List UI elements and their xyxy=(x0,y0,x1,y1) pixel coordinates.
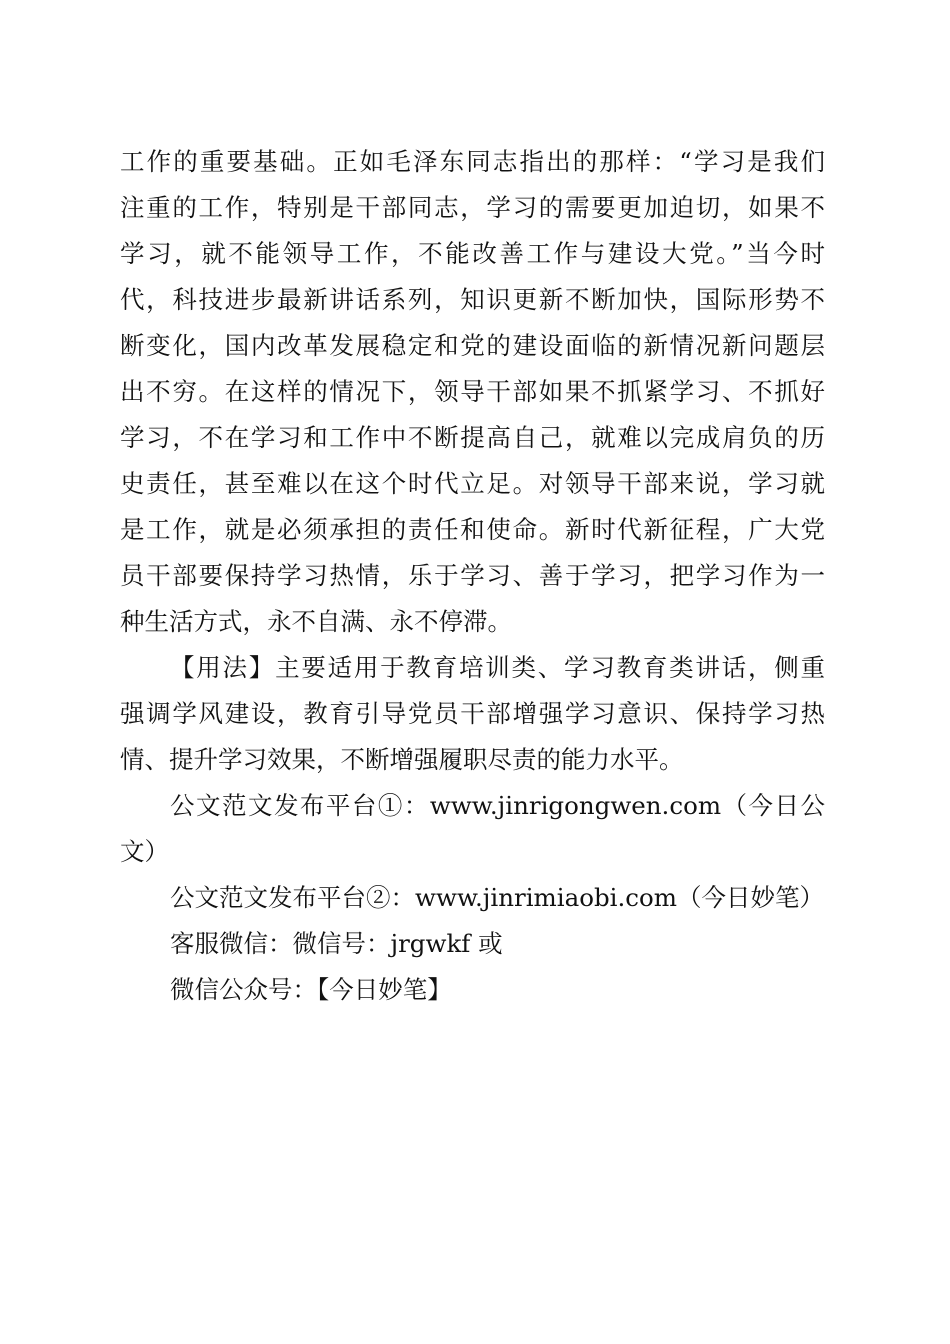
body-line-2: 注重的工作，特别是干部同志，学习的需要更加迫切，如果不 xyxy=(120,193,825,222)
body-line-1: 工作的重要基础。正如毛泽东同志指出的那样：“学习是我们 xyxy=(120,147,825,176)
body-line-5: 断变化，国内改革发展稳定和党的建设面临的新情况新问题层 xyxy=(120,331,825,360)
body-line-3: 学习，就不能领导工作，不能改善工作与建设大党。”当今时 xyxy=(120,239,825,268)
body-line-4: 代，科技进步最新讲话系列，知识更新不断加快，国际形势不 xyxy=(120,285,825,314)
official-account-line: 微信公众号：【今日妙笔】 xyxy=(170,975,452,1004)
platform-1-line-continued: 文） xyxy=(120,837,169,866)
platform-1-line: 公文范文发布平台①：www.jinrigongwen.com（今日公 xyxy=(170,791,825,820)
platform-2-line: 公文范文发布平台②：www.jinrimiaobi.com（今日妙笔） xyxy=(170,883,824,912)
body-line-8: 史责任，甚至难以在这个时代立足。对领导干部来说，学习就 xyxy=(120,469,825,498)
body-line-10: 员干部要保持学习热情，乐于学习、善于学习，把学习作为一 xyxy=(120,561,825,590)
usage-line-1: 【用法】主要适用于教育培训类、学习教育类讲话，侧重 xyxy=(170,653,825,682)
body-line-9: 是工作，就是必须承担的责任和使命。新时代新征程，广大党 xyxy=(120,515,825,544)
usage-line-2: 强调学风建设，教育引导党员干部增强学习意识、保持学习热 xyxy=(120,699,825,728)
body-line-7: 学习，不在学习和工作中不断提高自己，就难以完成肩负的历 xyxy=(120,423,825,452)
customer-service-line: 客服微信：微信号：jrgwkf 或 xyxy=(170,929,503,958)
usage-line-3: 情、提升学习效果，不断增强履职尽责的能力水平。 xyxy=(120,745,684,774)
body-line-6: 出不穷。在这样的情况下，领导干部如果不抓紧学习、不抓好 xyxy=(120,377,825,406)
body-line-11: 种生活方式，永不自满、永不停滞。 xyxy=(120,607,512,636)
